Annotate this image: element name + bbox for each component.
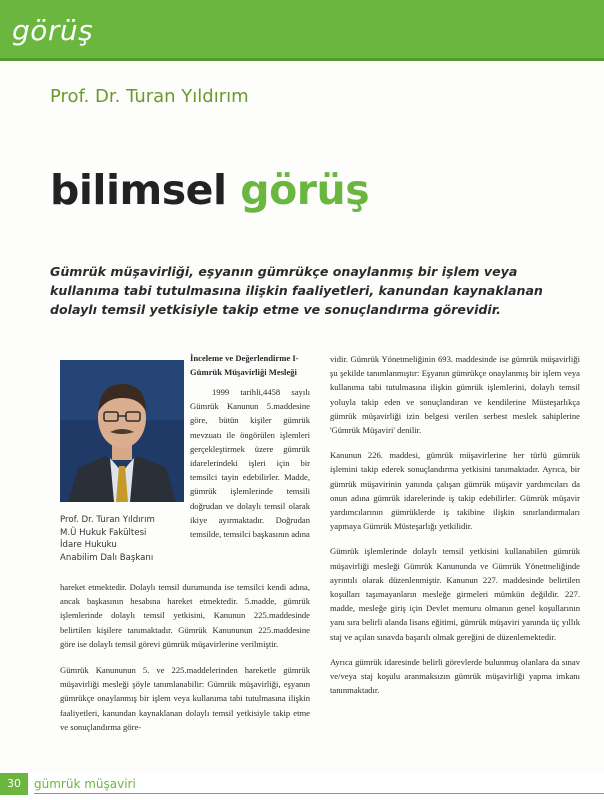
- author-photo: [60, 360, 184, 502]
- section-title: görüş: [12, 14, 94, 47]
- column-a-bottom: [60, 580, 310, 746]
- body-paragraph: vidir. Gümrük Yönetmeliğinin 693. maddesinde ise gümrük müşavirliği şu şekilde tanımlanmıştır: Eşyanın gümrükçe onaylanmış bir işlem veya kullanıma tabi tutulmasına ilişkin gümrük işlemlerini, dolaylı temsil yoluyla takip eden ve sonuçlandıran ve kendilerine Müsteşarlıkça gümrük müşavirliği izin belgesi verilen serbest meslek sahiplerine 'Gümrük Müşaviri' denilir.: [330, 354, 580, 436]
- author-portrait-image: [60, 360, 184, 502]
- lead-paragraph: Gümrük müşavirliği, eşyanın gümrükçe onaylanmış bir işlem veya kullanıma tabi tutulmasına ilişkin faaliyetleri, kanundan kaynaklanan dolaylı temsil yetkisiyle takip etme ve sonuçlandırma görevidir.: [50, 264, 543, 317]
- body-paragraph: Gümrük Kanununun 5. ve 225.maddelerinden hareketle gümrük müşavirliği mesleği şöyle tanımlanabilir: Gümrük müşavirliği, eşyanın gümrükçe onaylanmış bir işlem veya kullanıma tabi tutulmasına ilişkin faaliyetleri, kanundan kaynaklanan dolaylı temsil yetkisiyle takip etme ve sonuçlandırma göre-: [60, 665, 310, 732]
- headline-word-1: bilimsel: [50, 166, 227, 214]
- body-paragraph: Ayrıca gümrük idaresinde belirli görevlerde bulunmuş olanlara da sınav ve/veya staj koşulu aranmaksızın gümrük müşavirliği yapma imkanı tanınmaktadır.: [330, 656, 580, 696]
- column-a-top: [190, 352, 310, 541]
- magazine-name: gümrük müşaviri: [34, 777, 136, 791]
- caption-line: İdare Hukuku: [60, 540, 117, 550]
- body-paragraph: Kanunun 226. maddesi, gümrük müşavirlerine her türlü gümrük işlemini takip ederek sonuçlandırma yetkisini tanımaktadır. Ayrıca, bir gümrük müşavirinin yanında çalışan gümrük müşavir yardımcıları da onun adına gümrük idarelerinde iş takip edebilirler. Gümrük müşavir yardımcılarının gümrüklerde iş takibine ilişkin sınırlandırmaları yapmaya Gümrük Müsteşarlığı yetkilidir.: [330, 450, 580, 532]
- header-divider: [0, 58, 604, 61]
- caption-line: Anabilim Dalı Başkanı: [60, 552, 154, 563]
- caption-line: Prof. Dr. Turan Yıldırım: [60, 515, 155, 525]
- body-paragraph: 1999 tarihli,4458 sayılı Gümrük Kanunun 5.maddesine göre, bütün kişiler gümrük mevzuatı ile öngörülen işlemleri gerçekleştirmek üzere gümrük idarelerindeki işleri için bir temsilci tayin edebilirler. Madde, gümrük işlemlerinde temsili doğrudan ve dolaylı temsil olarak ikiye ayırmaktadır. Doğrudan temsilde, temsilci başkasının adına: [190, 387, 310, 540]
- body-paragraph: hareket etmektedir. Dolaylı temsil durumunda ise temsilci kendi adına, ancak başkasının hesabına hareket etmektedir. 5.madde, gümrük işlemlerinde dolaylı temsil yetkisini, Kanunun 225.maddesinde belirtilen kişilere tanımaktadır. Gümrük Kanununun 225.maddesine göre ise dolaylı temsil görevi gümrük müşavirlerine verilmiştir.: [60, 582, 310, 649]
- column-b: [330, 352, 580, 708]
- body-paragraph: Gümrük işlemlerinde dolaylı temsil yetkisini kullanabilen gümrük müşavirliği mesleği Gümrük Kanununda ve Gümrük Yönetmeliğinde ayrıntılı olarak düzenlenmiştir. Kanunun 227. maddesinde belirtilen koşulları taşımayanların mesleğe girmeleri mümkün değildir. 227. madde, mesleğe giriş için Devlet memuru olmanın genel koşullarının yanı sıra belirli alanda lisans eğitimi, gümrük müşaviri yanında üç yıllık staj ve açılan sınavda başarılı olmak gereğini de düzenlemektedir.: [330, 546, 580, 642]
- author-name: Prof. Dr. Turan Yıldırım: [50, 86, 249, 107]
- section-heading: İnceleme ve Değerlendirme I- Gümrük Müşavirliği Mesleği: [190, 353, 299, 377]
- headline-word-2: görüş: [240, 166, 370, 214]
- article-headline: [50, 166, 369, 214]
- caption-line: M.Ü Hukuk Fakültesi: [60, 527, 147, 538]
- photo-caption: [60, 514, 155, 564]
- footer-divider: [34, 793, 604, 794]
- page-number: 30: [0, 773, 28, 795]
